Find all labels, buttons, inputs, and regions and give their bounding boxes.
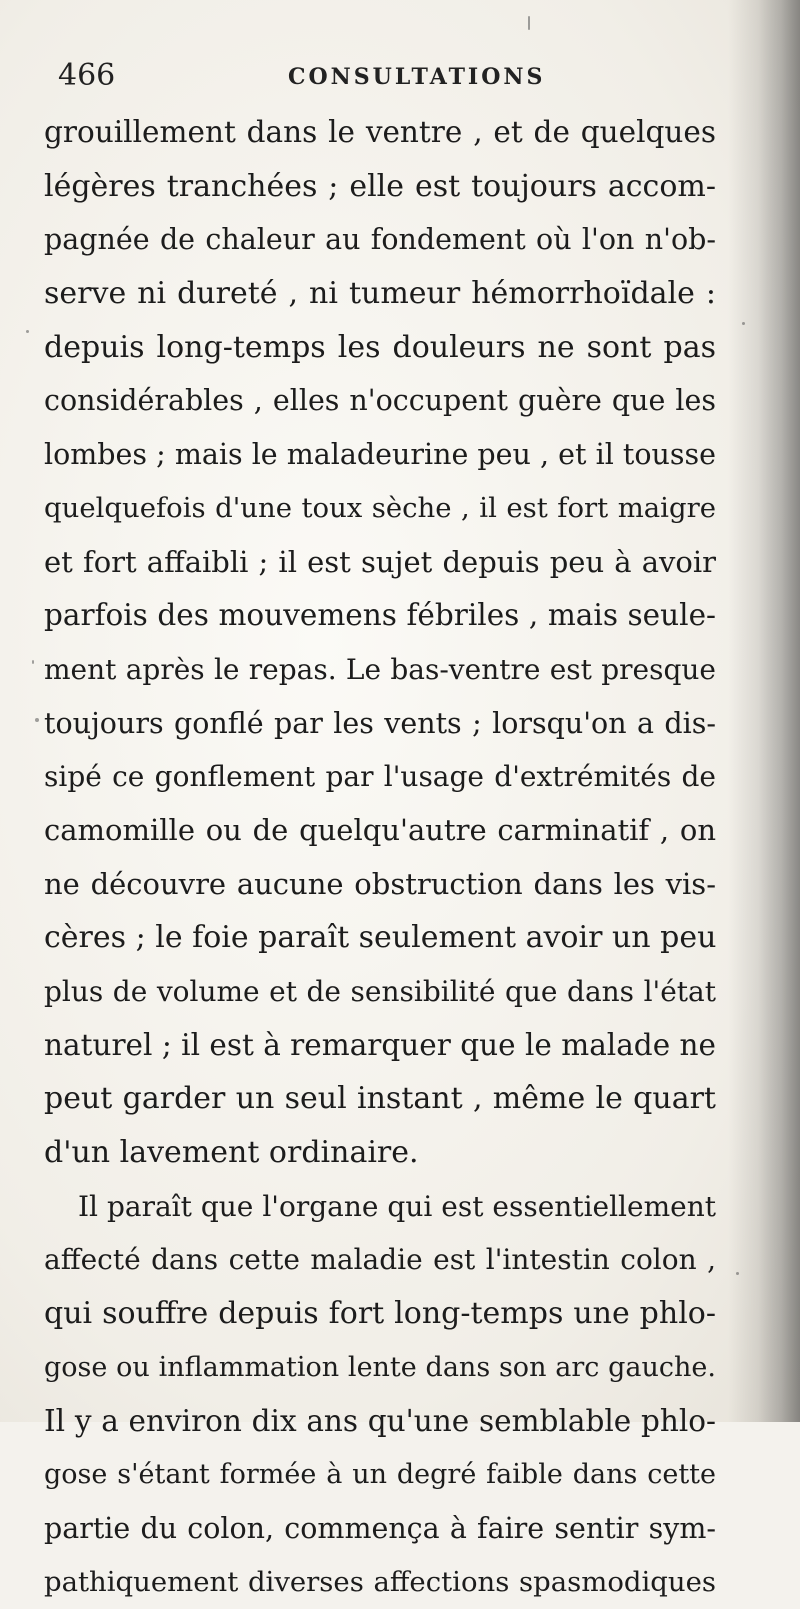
- text-line: pagnée de chaleur au fondement où l'on n'ob-: [44, 223, 716, 257]
- paragraph-start-line: Il paraît que l'organe qui est essentiellement: [78, 1189, 716, 1223]
- text-line: peut garder un seul instant , même le quart: [44, 1081, 716, 1117]
- text-line: quelquefois d'une toux sèche , il est fort maigre: [44, 491, 716, 524]
- text-line: et fort affaibli ; il est sujet depuis peu à avoir: [44, 544, 716, 579]
- text-line: Il y a environ dix ans qu'une semblable phlo-: [44, 1403, 716, 1438]
- text-line: naturel ; il est à remarquer que le malade ne: [44, 1027, 716, 1062]
- text-line: partie du colon, commença à faire sentir sym-: [44, 1511, 716, 1545]
- ink-speck: [528, 16, 530, 30]
- text-line: toujours gonflé par les vents ; lorsqu'on a dis-: [44, 706, 716, 740]
- text-line: ment après le repas. Le bas-ventre est presque: [44, 652, 716, 686]
- page-number: 466: [58, 58, 116, 93]
- text-line: lombes ; mais le maladeurine peu , et il tousse: [44, 438, 716, 472]
- page-edge-shadow: [758, 0, 800, 1422]
- text-line: plus de volume et de sensibilité que dans l'état: [44, 975, 716, 1008]
- text-line: qui souffre depuis fort long-temps une phlo-: [44, 1296, 716, 1332]
- ink-speck: [26, 330, 29, 333]
- text-line: depuis long-temps les douleurs ne sont pas: [44, 329, 716, 365]
- text-line: parfois des mouvemens fébriles , mais seule-: [44, 598, 716, 633]
- text-line: camomille ou de quelqu'autre carminatif , on: [44, 812, 716, 847]
- text-line: cères ; le foie paraît seulement avoir un peu: [44, 920, 717, 956]
- ink-speck: [736, 1272, 739, 1275]
- text-line: affecté dans cette maladie est l'intestin colon ,: [44, 1243, 716, 1277]
- text-line: serve ni dureté , ni tumeur hémorrhoïdale :: [44, 276, 716, 312]
- text-line: gose ou inflammation lente dans son arc gauche.: [44, 1351, 716, 1383]
- paragraph-end-line: d'un lavement ordinaire.: [44, 1135, 419, 1171]
- ink-speck: [35, 718, 39, 722]
- text-line: légères tranchées ; elle est toujours accom-: [44, 168, 716, 204]
- body-text: [44, 106, 716, 1609]
- text-line: gose s'étant formée à un degré faible dans cette: [44, 1459, 716, 1491]
- text-line: considérables , elles n'occupent guère que les: [44, 384, 716, 418]
- text-line: grouillement dans le ventre , et de quelques: [44, 115, 716, 149]
- running-head: CONSULTATIONS: [288, 64, 546, 90]
- ink-speck: [32, 660, 34, 664]
- ink-speck: [742, 322, 745, 325]
- page-header: [58, 56, 558, 96]
- text-line: ne découvre aucune obstruction dans les vis-: [44, 866, 716, 901]
- text-line: sipé ce gonflement par l'usage d'extrémités de: [44, 760, 716, 794]
- text-line: pathiquement diverses affections spasmodiques: [44, 1565, 716, 1598]
